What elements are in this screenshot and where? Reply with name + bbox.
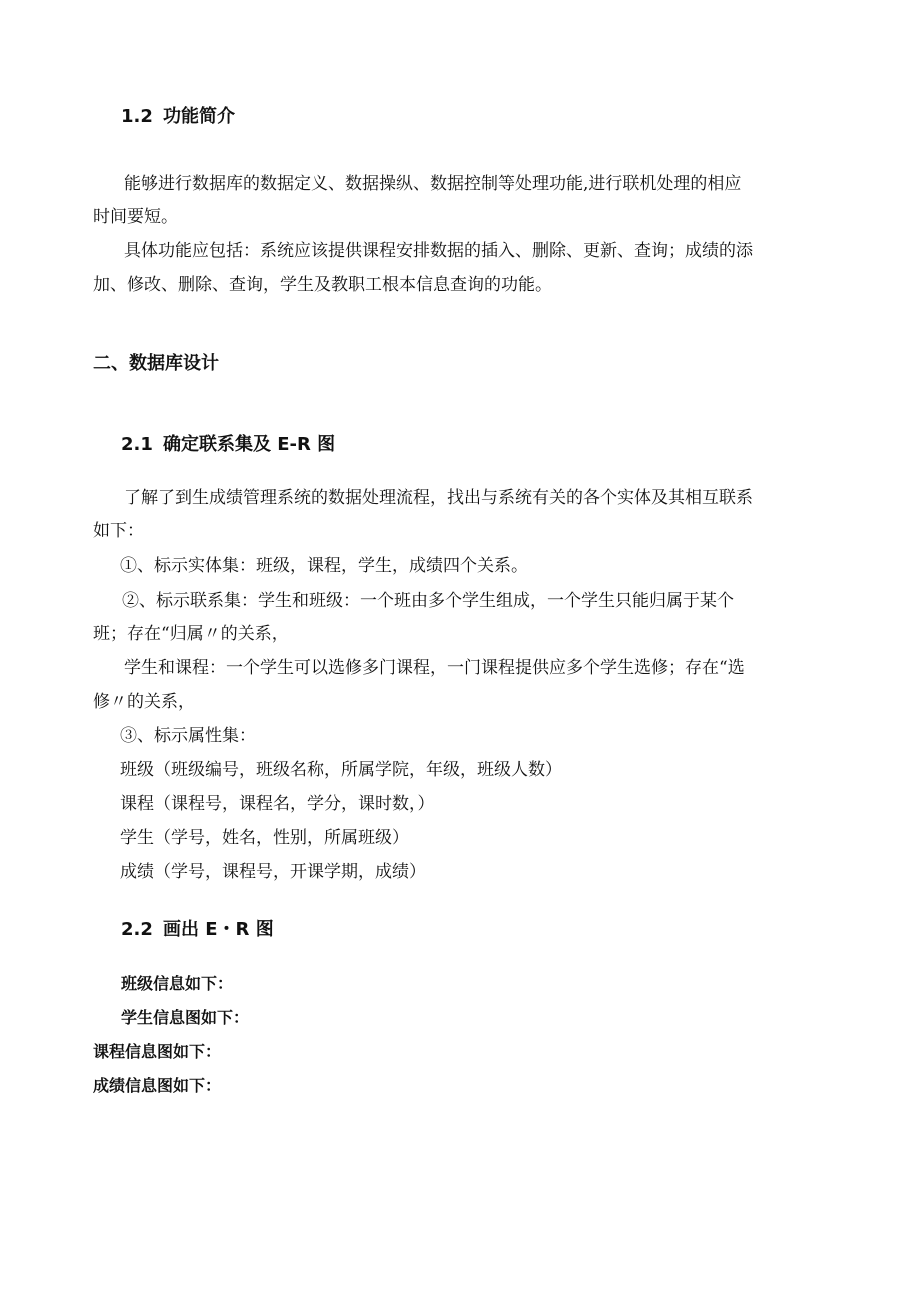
- section-title: 确定联系集及 E-R 图: [163, 434, 336, 455]
- section-number: 2.1: [121, 434, 153, 455]
- paragraph-line: 如下：: [93, 521, 144, 541]
- paragraph-line: 能够进行数据库的数据定义、数据操纵、数据控制等处理功能,进行联机处理的相应: [124, 174, 742, 194]
- paragraph-line: 时间要短。: [93, 207, 178, 227]
- paragraph-line: 班；存在“归属〃的关系，: [93, 624, 289, 644]
- list-item: ③、标示属性集：: [120, 726, 256, 746]
- attribute-line: 学生（学号，姓名，性别，所属班级）: [120, 828, 409, 848]
- list-item: ①、标示实体集：班级，课程，学生，成绩四个关系。: [120, 556, 528, 576]
- paragraph-line: 具体功能应包括：系统应该提供课程安排数据的插入、删除、更新、查询；成绩的添: [124, 241, 753, 261]
- paragraph-line: 加、修改、删除、查询，学生及教职工根本信息查询的功能。: [93, 275, 552, 295]
- section-title: 功能简介: [163, 106, 235, 127]
- chapter-2-heading: 二、数据库设计: [93, 353, 219, 374]
- section-title: 画出 E・R 图: [163, 919, 274, 940]
- section-number: 1.2: [121, 106, 153, 127]
- list-item: ②、标示联系集：学生和班级：一个班由多个学生组成，一个学生只能归属于某个: [122, 591, 734, 611]
- paragraph-line: 学生和课程：一个学生可以选修多门课程，一门课程提供应多个学生选修；存在“选: [124, 658, 745, 678]
- student-info-label: 学生信息图如下：: [121, 1008, 250, 1027]
- section-1-2-heading: [121, 105, 235, 129]
- attribute-line: 课程（课程号，课程名，学分，课时数，）: [120, 794, 435, 814]
- section-2-2-heading: [121, 918, 274, 942]
- attribute-line: 成绩（学号，课程号，开课学期，成绩）: [120, 862, 426, 882]
- section-2-1-heading: [121, 433, 335, 457]
- paragraph-line: 修〃的关系，: [93, 692, 195, 712]
- section-number: 2.2: [121, 919, 153, 940]
- attribute-line: 班级（班级编号，班级名称，所属学院，年级，班级人数）: [120, 760, 562, 780]
- class-info-label: 班级信息如下：: [121, 974, 234, 993]
- paragraph-line: 了解了到生成绩管理系统的数据处理流程，找出与系统有关的各个实体及其相互联系: [124, 488, 753, 508]
- course-info-label: 课程信息图如下：: [93, 1042, 222, 1061]
- score-info-label: 成绩信息图如下：: [93, 1076, 222, 1095]
